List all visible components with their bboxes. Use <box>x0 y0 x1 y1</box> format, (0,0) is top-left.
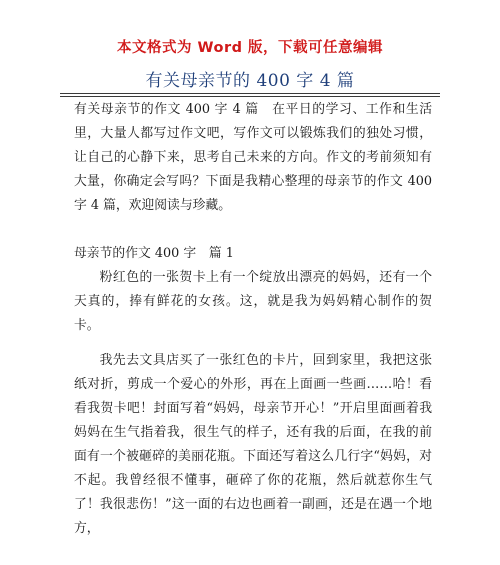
format-banner: 本文格式为 Word 版，下载可任意编辑 <box>116 40 384 56</box>
body-paragraph: 我先去文具店买了一张红色的卡片，回到家里，我把这张纸对折，剪成一个爱心的外形，再在上面画一些画……哈！看看我贺卡吧！封面写着“妈妈，母亲节开心！”开启里面画着我妈妈在生气指着我，很生气的样子，还有我的后面，在我的前面有一个被砸碎的美丽花瓶。下面还写着这么几行字“妈妈，对不起。我曾经很不懂事，砸碎了你的花瓶，然后就惹你生气了！我很悲伤！”这一面的右边也画着一副画，还是在遇一个地方， <box>74 353 432 536</box>
document-title: 有关母亲节的 400 字 4 篇 <box>145 71 355 91</box>
title-rule-top <box>60 93 440 94</box>
document-body <box>74 98 432 541</box>
body-paragraph: 粉红色的一张贺卡上有一个绽放出漂亮的妈妈，还有一个天真的，捧有鲜花的女孩。这，就是我为妈妈精心制作的贺卡。 <box>74 270 432 333</box>
title-rule-bottom <box>60 96 440 97</box>
intro-paragraph: 有关母亲节的作文 400 字 4 篇 在平日的学习、工作和生活里，大量人都写过作文吧，写作文可以锻炼我们的独处习惯，让自己的心静下来，思考自己未来的方向。作文的考前须知有大量，你确定会写吗？下面是我精心整理的母亲节的作文 400 字 4 篇，欢迎阅读与珍藏。 <box>74 102 432 213</box>
section-heading: 母亲节的作文 400 字 篇 1 <box>74 246 234 261</box>
